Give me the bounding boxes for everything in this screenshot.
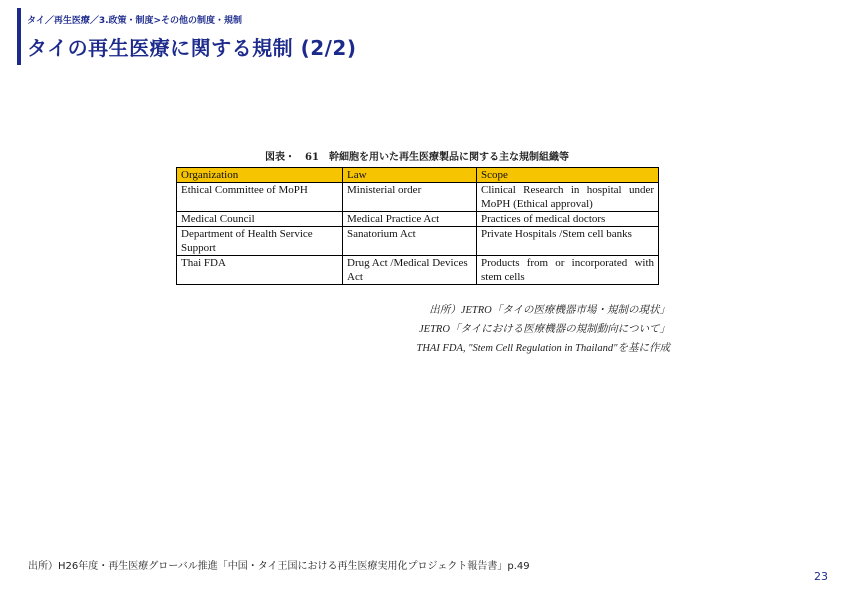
- table-header-row: [177, 168, 659, 183]
- regulation-table: [176, 167, 659, 285]
- cell-law: Drug Act /Medical Devices Act: [343, 256, 477, 285]
- source-line: THAI FDA, "Stem Cell Regulation in Thailand"を基に作成: [416, 343, 670, 354]
- cell-scope: Products from or incorporated with stem cells: [477, 256, 659, 285]
- table-row: [177, 183, 659, 212]
- cell-scope: Private Hospitals /Stem cell banks: [477, 227, 659, 256]
- breadcrumb: タイ／再生医療／3.政策・制度>その他の制度・規制: [27, 16, 243, 26]
- column-header-scope: Scope: [477, 168, 659, 183]
- title-accent-bar: [17, 8, 21, 65]
- cell-law: Medical Practice Act: [343, 212, 477, 227]
- cell-organization: Thai FDA: [177, 256, 343, 285]
- table-row: [177, 212, 659, 227]
- table-row: [177, 227, 659, 256]
- table-row: [177, 256, 659, 285]
- column-header-organization: Organization: [177, 168, 343, 183]
- figure-caption: 図表・ 61 幹細胞を用いた再生医療製品に関する主な規制組織等: [265, 152, 569, 163]
- page-number: 23: [814, 570, 828, 583]
- column-header-law: Law: [343, 168, 477, 183]
- cell-organization: Department of Health Service Support: [177, 227, 343, 256]
- source-line: JETRO「タイにおける医療機器の規制動向について」: [419, 324, 670, 335]
- page-title: タイの再生医療に関する規制 (2/2): [27, 36, 357, 60]
- cell-scope: Practices of medical doctors: [477, 212, 659, 227]
- cell-law: Ministerial order: [343, 183, 477, 212]
- regulation-figure: [176, 148, 658, 285]
- cell-organization: Medical Council: [177, 212, 343, 227]
- source-line: 出所）JETRO「タイの医療機器市場・規制の現状」: [429, 305, 670, 316]
- cell-law: Sanatorium Act: [343, 227, 477, 256]
- cell-scope: Clinical Research in hospital under MoPH (Ethical approval): [477, 183, 659, 212]
- footer-source-note: 出所）H26年度・再生医療グローバル推進「中国・タイ王国における再生医療実用化プロジェクト報告書」p.49: [28, 561, 530, 572]
- figure-sources: [416, 301, 670, 358]
- cell-organization: Ethical Committee of MoPH: [177, 183, 343, 212]
